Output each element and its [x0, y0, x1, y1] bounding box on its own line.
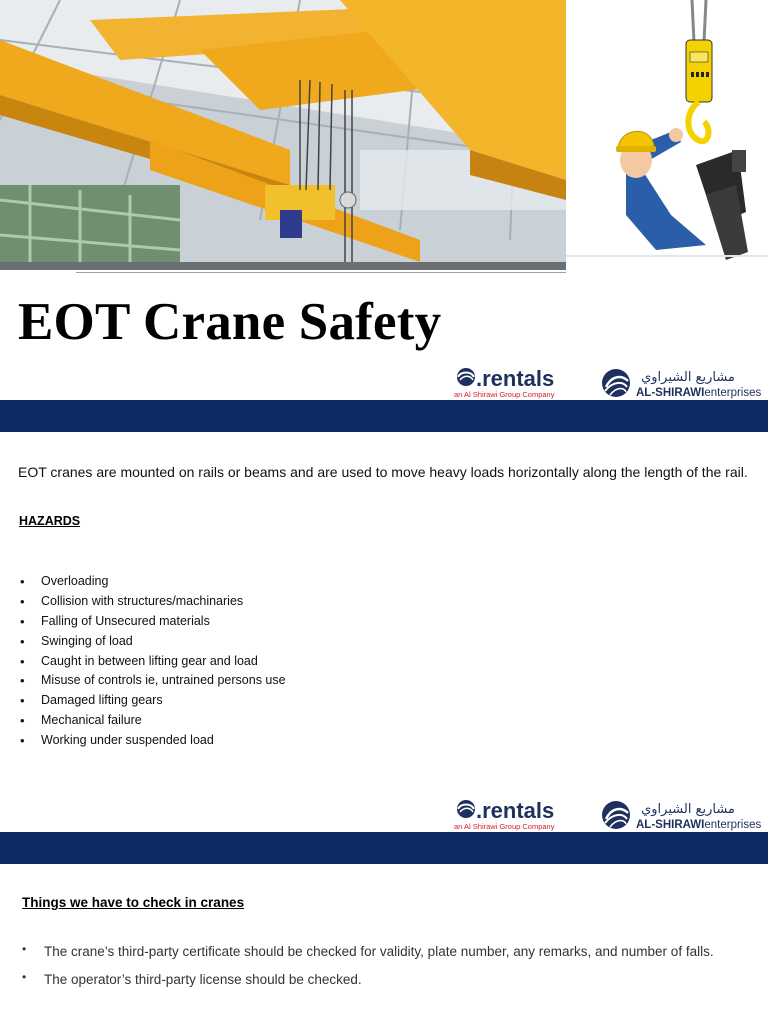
intro-paragraph: EOT cranes are mounted on rails or beams and are used to move heavy loads horizontally along the length of the rail. — [18, 464, 748, 480]
hazard-item: • Overloading — [20, 572, 286, 592]
hazards-list — [20, 572, 286, 751]
alshirawi-brand-text: AL-SHIRAWIenterprises — [636, 387, 762, 399]
slide-footer-band — [0, 400, 768, 432]
rentals-logo-icon — [457, 800, 475, 818]
logo-strip — [452, 366, 764, 400]
hazard-item: • Collision with structures/machinaries — [20, 592, 286, 612]
rentals-tagline: an Al Shirawi Group Company — [454, 390, 555, 399]
alshirawi-logo-icon — [602, 369, 630, 397]
eot-crane-photo — [0, 0, 566, 270]
rentals-logo-icon — [457, 368, 475, 386]
title-slide-hero — [0, 0, 768, 272]
hazard-item: • Falling of Unsecured materials — [20, 612, 286, 632]
rentals-tagline: an Al Shirawi Group Company — [454, 822, 555, 831]
alshirawi-arabic-name: مشاريع الشيراوي — [641, 802, 735, 817]
checks-heading: Things we have to check in cranes — [22, 895, 245, 910]
hazard-item: • Working under suspended load — [20, 731, 286, 751]
rentals-logo-text: .rentals — [476, 366, 555, 391]
hazard-item: • Mechanical failure — [20, 711, 286, 731]
check-item: • The crane’s third-party certificate should be checked for validity, plate number, any remarks, and number of falls. — [22, 938, 742, 966]
hazards-heading: HAZARDS — [19, 514, 81, 528]
check-item: • The operator’s third-party license should be checked. — [22, 966, 742, 994]
alshirawi-logo-icon — [602, 801, 630, 829]
hero-divider — [76, 272, 566, 273]
hazard-item: • Caught in between lifting gear and load — [20, 652, 286, 672]
slide-footer-band — [0, 832, 768, 864]
slide-title: EOT Crane Safety — [18, 293, 442, 351]
alshirawi-brand-text: AL-SHIRAWIenterprises — [636, 819, 762, 831]
hazard-item: • Damaged lifting gears — [20, 691, 286, 711]
company-logos — [452, 798, 764, 832]
hazard-item: • Misuse of controls ie, untrained persons use — [20, 671, 286, 691]
worker-hook-graphic — [566, 0, 768, 270]
rentals-logo-text: .rentals — [476, 798, 555, 823]
logo-strip — [452, 798, 764, 832]
company-logos — [452, 366, 764, 400]
worker-hook-illustration — [566, 0, 768, 270]
alshirawi-arabic-name: مشاريع الشيراوي — [641, 370, 735, 385]
hazard-item: • Swinging of load — [20, 632, 286, 652]
crane-checks-list — [22, 938, 742, 994]
crane-photo-graphic — [0, 0, 566, 270]
